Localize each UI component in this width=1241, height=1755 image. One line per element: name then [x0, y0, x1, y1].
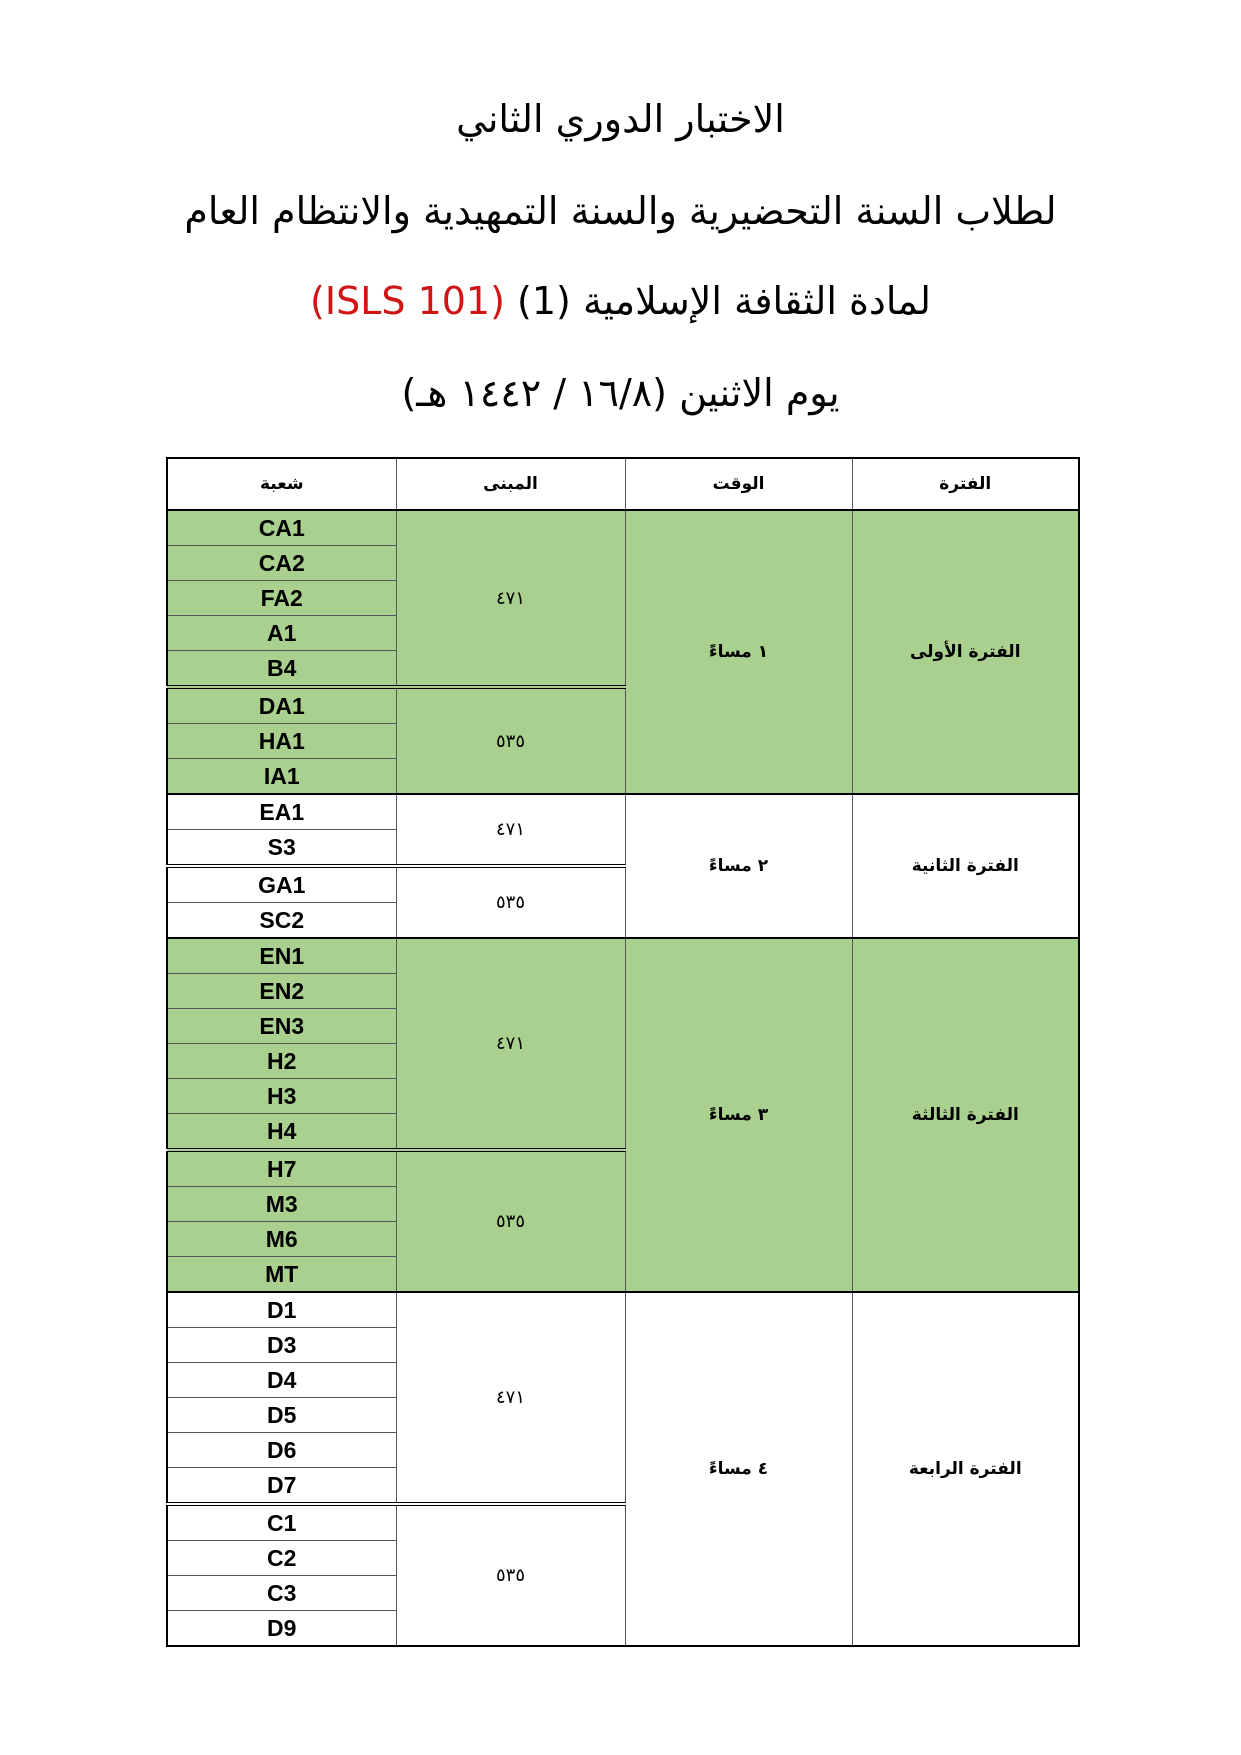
time-cell: ٣ مساءً: [625, 938, 852, 1292]
section-cell: CA1: [167, 510, 396, 546]
period-cell: الفترة الثالثة: [852, 938, 1079, 1292]
section-cell: A1: [167, 616, 396, 651]
time-cell: ١ مساءً: [625, 510, 852, 794]
course-code: (ISLS 101): [310, 279, 505, 323]
period-cell: الفترة الأولى: [852, 510, 1079, 794]
section-cell: H3: [167, 1079, 396, 1114]
table-header-row: [167, 458, 1079, 510]
period-cell: الفترة الرابعة: [852, 1292, 1079, 1646]
course-name: لمادة الثقافة الإسلامية (1): [517, 279, 931, 323]
section-cell: C1: [167, 1504, 396, 1541]
exam-title: الاختبار الدوري الثاني: [456, 97, 785, 141]
time-cell: ٢ مساءً: [625, 794, 852, 938]
section-cell: D5: [167, 1398, 396, 1433]
building-cell: ٥٣٥: [396, 1150, 625, 1292]
building-cell: ٥٣٥: [396, 1504, 625, 1646]
section-cell: H4: [167, 1114, 396, 1151]
section-cell: EN3: [167, 1009, 396, 1044]
section-cell: SC2: [167, 903, 396, 939]
section-cell: B4: [167, 651, 396, 688]
exam-date: يوم الاثنين (١٦/٨ / ١٤٤٢ هـ): [401, 371, 840, 415]
section-cell: DA1: [167, 687, 396, 724]
section-cell: C2: [167, 1541, 396, 1576]
building-cell: ٤٧١: [396, 794, 625, 866]
header-period: الفترة: [852, 458, 1079, 510]
section-cell: EA1: [167, 794, 396, 830]
section-cell: IA1: [167, 759, 396, 795]
section-cell: D1: [167, 1292, 396, 1328]
section-cell: H7: [167, 1150, 396, 1187]
section-cell: CA2: [167, 546, 396, 581]
section-cell: C3: [167, 1576, 396, 1611]
section-cell: FA2: [167, 581, 396, 616]
section-cell: EN2: [167, 974, 396, 1009]
section-cell: MT: [167, 1257, 396, 1293]
section-cell: D7: [167, 1468, 396, 1505]
section-cell: D6: [167, 1433, 396, 1468]
building-cell: ٥٣٥: [396, 687, 625, 794]
building-cell: ٤٧١: [396, 1292, 625, 1504]
table-row: [167, 794, 1079, 830]
section-cell: D3: [167, 1328, 396, 1363]
table-row: [167, 1292, 1079, 1328]
schedule-table: [166, 457, 1080, 1647]
header-building: المبنى: [396, 458, 625, 510]
table-row: [167, 938, 1079, 974]
building-cell: ٤٧١: [396, 510, 625, 687]
section-cell: HA1: [167, 724, 396, 759]
table-row: [167, 510, 1079, 546]
section-cell: D4: [167, 1363, 396, 1398]
course-subtitle: [0, 276, 1241, 326]
section-cell: EN1: [167, 938, 396, 974]
students-subtitle: لطلاب السنة التحضيرية والسنة التمهيدية والانتظام العام: [184, 189, 1057, 233]
header-section: شعبة: [167, 458, 396, 510]
section-cell: M6: [167, 1222, 396, 1257]
section-cell: H2: [167, 1044, 396, 1079]
section-cell: S3: [167, 830, 396, 867]
section-cell: D9: [167, 1611, 396, 1647]
section-cell: GA1: [167, 866, 396, 903]
building-cell: ٤٧١: [396, 938, 625, 1150]
section-cell: M3: [167, 1187, 396, 1222]
period-cell: الفترة الثانية: [852, 794, 1079, 938]
time-cell: ٤ مساءً: [625, 1292, 852, 1646]
building-cell: ٥٣٥: [396, 866, 625, 938]
schedule-body: [167, 510, 1079, 1646]
header-time: الوقت: [625, 458, 852, 510]
